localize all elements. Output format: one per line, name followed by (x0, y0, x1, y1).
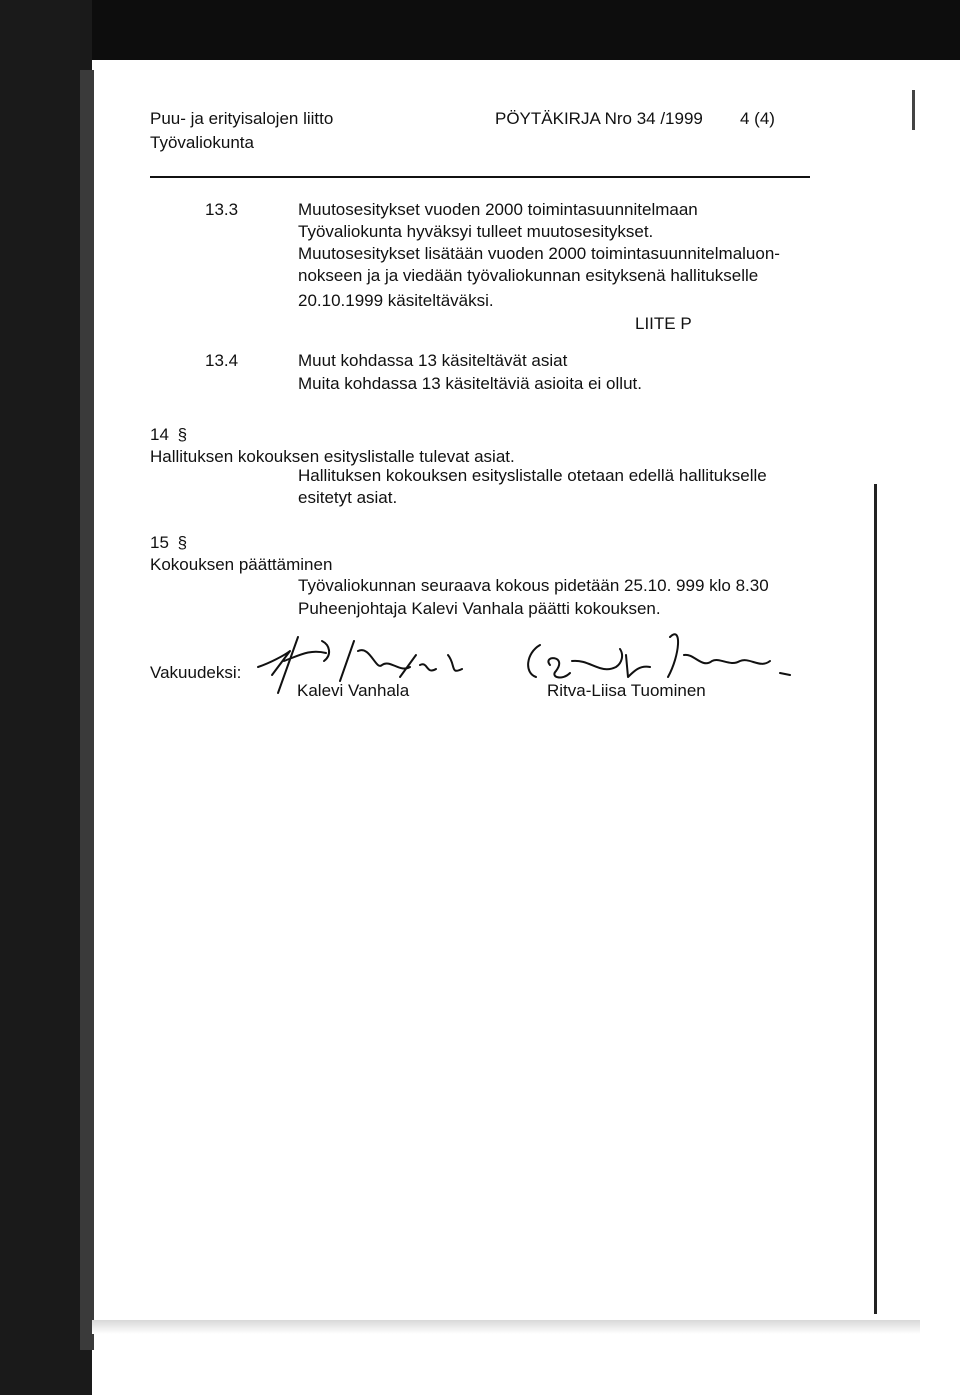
header-page-number: 4 (4) (740, 109, 775, 128)
section-13-3-line: Työvaliokunta hyväksyi tulleet muutosesitykset. (298, 222, 654, 241)
header-org-sub: Työvaliokunta (150, 133, 254, 152)
signatures-label: Vakuudeksi: (150, 663, 242, 682)
signature-2-stroke (528, 645, 650, 677)
section-13-3-line: nokseen ja ja viedään työvaliokunnan esityksenä hallitukselle (298, 266, 759, 285)
page-edge-mark (912, 90, 915, 130)
page-edge-line (874, 484, 877, 1314)
section-15-line: Työvaliokunnan seuraava kokous pidetään 25.10. 999 klo 8.30 (298, 576, 769, 595)
section-13-3-line: Muutosesitykset lisätään vuoden 2000 toimintasuunnitelmaluon- (298, 244, 780, 263)
binding-edge (80, 70, 94, 1350)
section-13-3-number: 13.3 (205, 200, 239, 219)
signer-1-name: Kalevi Vanhala (297, 681, 410, 700)
section-13-3-line: 20.10.1999 käsiteltäväksi. (298, 291, 494, 310)
section-14-line: Hallituksen kokouksen esityslistalle otetaan edellä hallitukselle (298, 466, 767, 485)
signer-2-name: Ritva-Liisa Tuominen (547, 681, 706, 700)
paragraph-symbol: § (177, 425, 188, 444)
signature-2-stroke (668, 634, 790, 677)
header-rule (150, 176, 810, 178)
section-15-number (150, 532, 187, 554)
section-13-4-text: Muita kohdassa 13 käsiteltäviä asioita ei ollut. (298, 374, 642, 393)
attachment-label: LIITE P (635, 314, 692, 333)
section-13-4-title: Muut kohdassa 13 käsiteltävät asiat (298, 351, 568, 370)
paragraph-symbol: § (177, 533, 188, 552)
section-14-line: esitetyt asiat. (298, 488, 398, 507)
section-15-num: 15 (150, 533, 169, 552)
scan-border-left (0, 0, 92, 1395)
section-14-title: Hallituksen kokouksen esityslistalle tulevat asiat. (150, 447, 515, 466)
header-org: Puu- ja erityisalojen liitto (150, 109, 334, 128)
section-14-num: 14 (150, 425, 169, 444)
scan-shadow (92, 1320, 920, 1334)
section-15-title: Kokouksen päättäminen (150, 555, 333, 574)
scan-border-top (0, 0, 960, 60)
section-14-number (150, 424, 187, 446)
section-15-line: Puheenjohtaja Kalevi Vanhala päätti kokouksen. (298, 599, 661, 618)
section-13-4-number: 13.4 (205, 351, 239, 370)
header-doc-title: PÖYTÄKIRJA Nro 34 /1999 (495, 109, 703, 128)
section-13-3-title: Muutosesitykset vuoden 2000 toimintasuunnitelmaan (298, 200, 698, 219)
signature-1-stroke (340, 641, 462, 681)
